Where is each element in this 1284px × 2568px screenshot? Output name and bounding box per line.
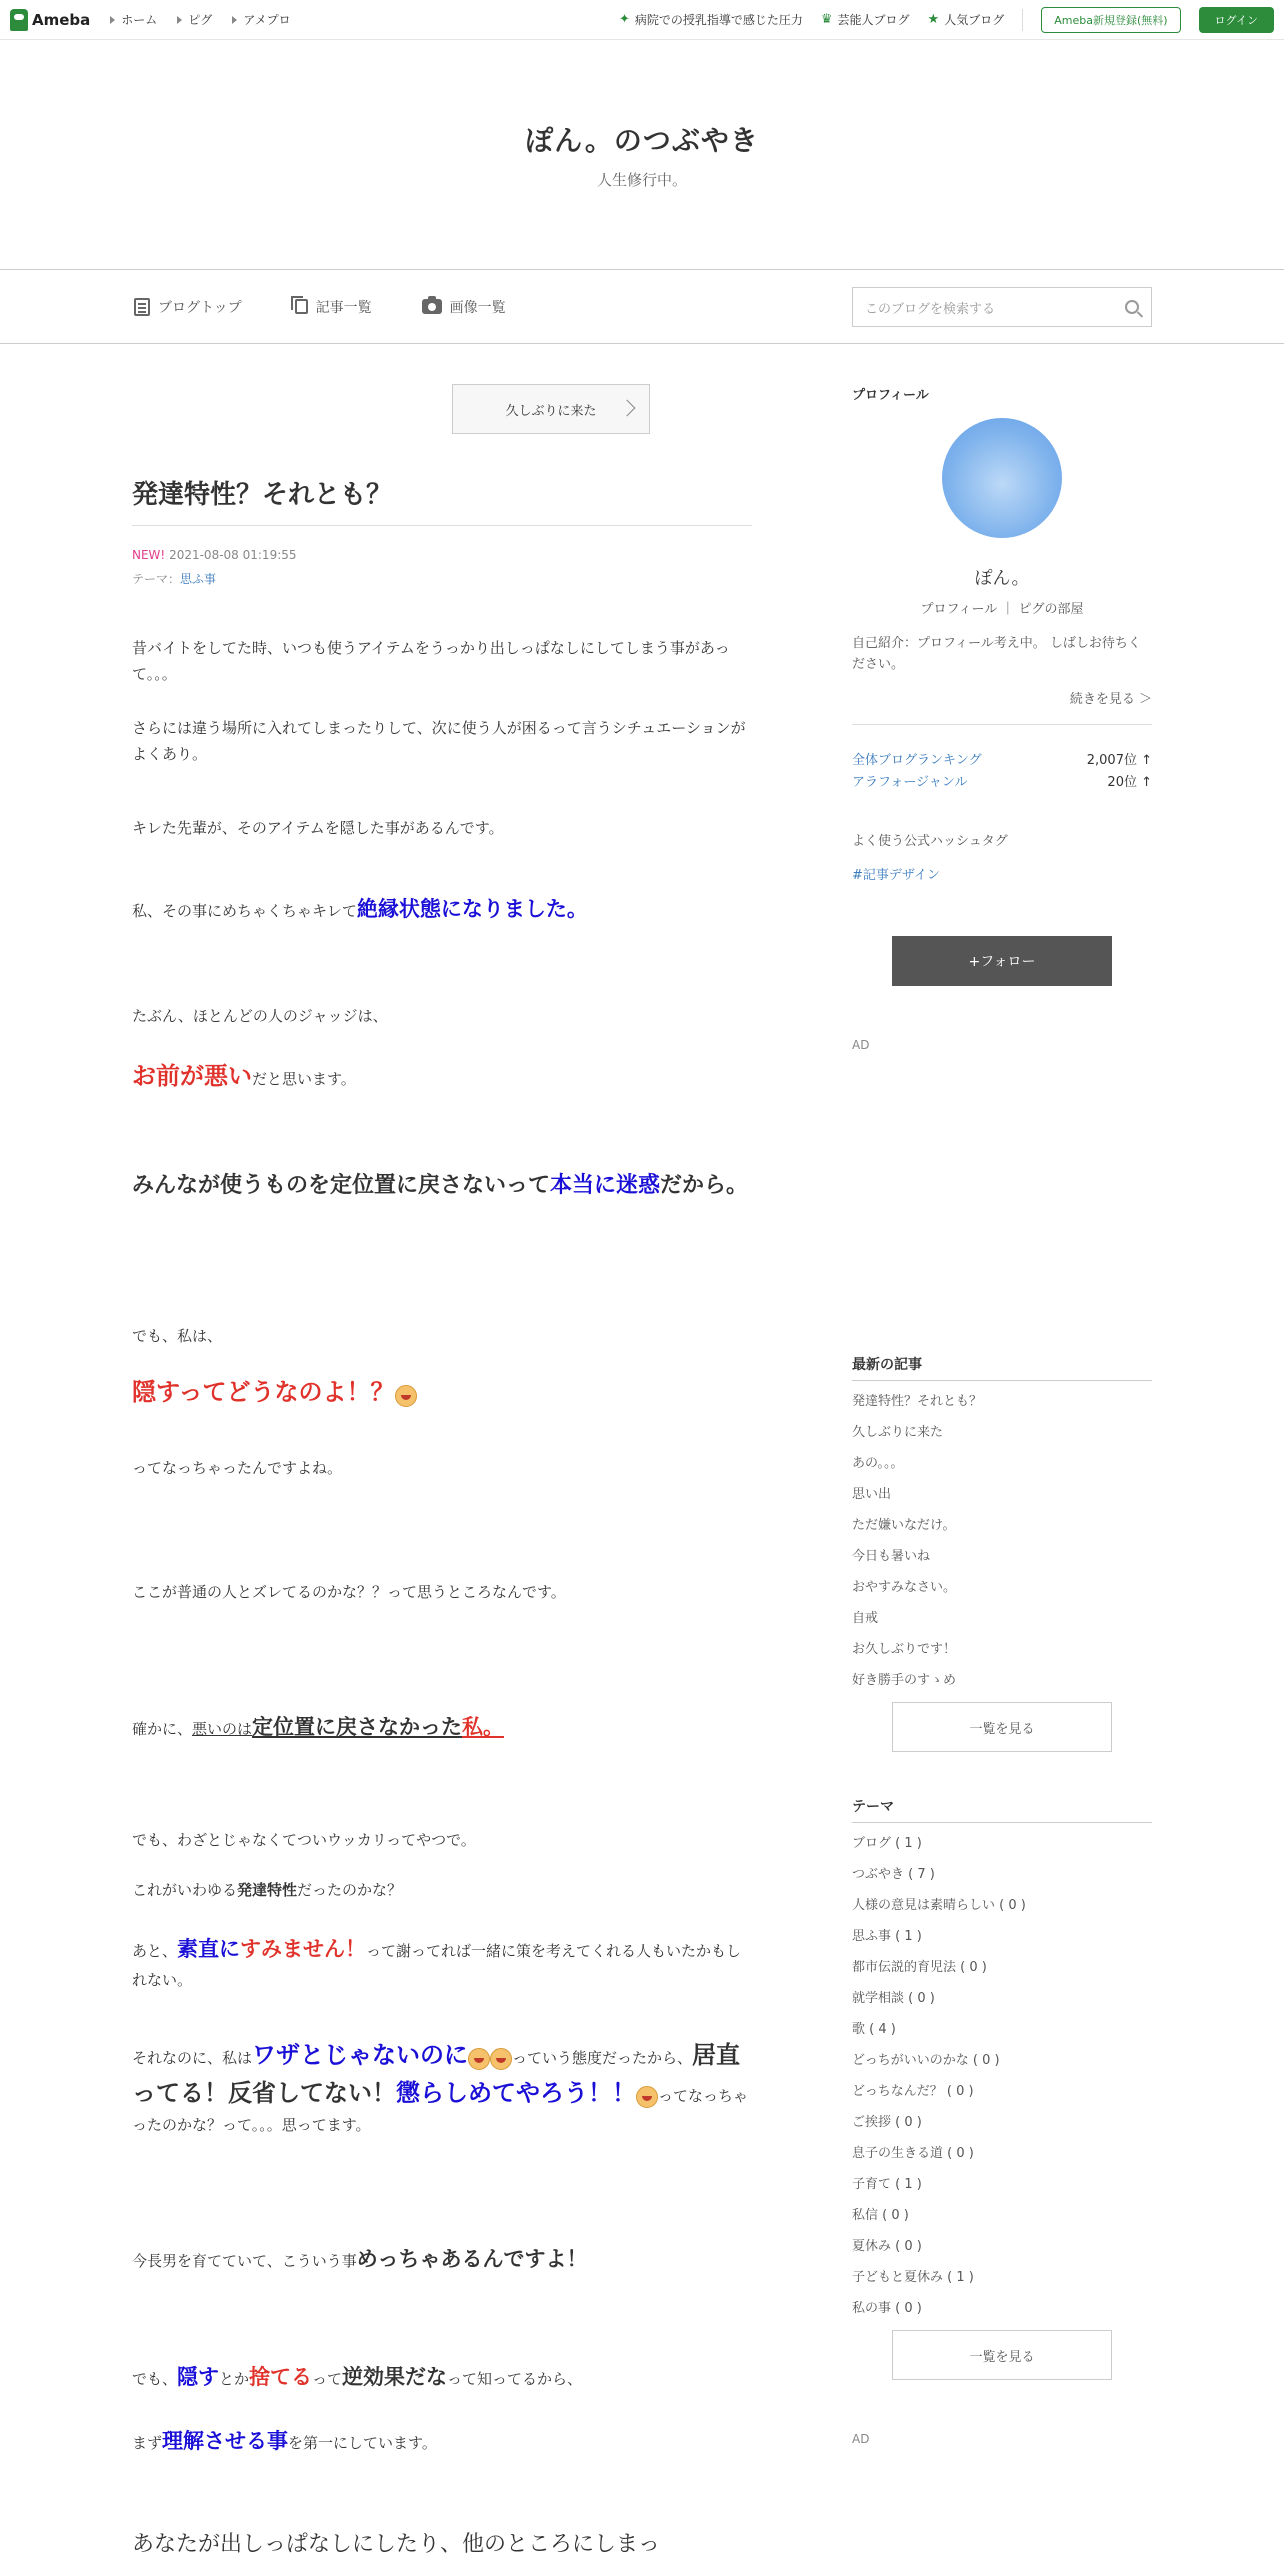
theme-item[interactable]: 私の事 ( 0 ) [852,2301,922,2316]
theme-item[interactable]: ブログ ( 1 ) [852,1836,922,1851]
text: 確かに、 [132,1720,193,1738]
text: だから。 [660,1173,749,1198]
arrow-icon [177,16,182,24]
paragraph [132,1168,752,1203]
emphasis: 私。 [462,1715,505,1739]
theme-item[interactable]: 子どもと夏休み ( 1 ) [852,2270,974,2285]
nav-amepro[interactable] [232,11,290,28]
blog-subtitle: 人生修行中。 [596,171,687,189]
search-placeholder: このブログを検索する [865,301,996,317]
paragraph [132,1056,752,1097]
text: 今長男を育てていて、こういう事 [132,2252,357,2270]
crown-icon: ♛ [820,12,833,27]
hashtag-heading: よく使う公式ハッシュタグ [852,834,1008,849]
paragraph [132,1878,752,1904]
theme-prefix: テーマ： [132,572,181,586]
paragraph [132,2360,752,2396]
profile-intro: 自己紹介：プロフィール考え中。 しばしお待ちください。 [852,636,1141,672]
profile-link[interactable]: プロフィール [920,602,998,617]
star-icon: ★ [927,12,940,27]
text: 私、その事にめちゃくちゃキレて [132,902,357,920]
nav-entry-list-label: 記事一覧 [315,299,372,316]
arrow-icon [110,16,115,24]
recent-more-wrap [852,1702,1152,1752]
text: だったのかな？ [297,1881,403,1899]
paragraph [132,892,752,928]
divider [1022,9,1023,31]
article-theme [132,570,216,587]
theme-item[interactable]: 息子の生きる道 ( 0 ) [852,2146,974,2161]
emphasis: すみません！ [240,1937,367,1961]
nav-image-list-label: 画像一覧 [449,299,506,316]
register-button[interactable]: Ameba新規登録(無料) [1041,7,1180,33]
emphasis: 素直に [177,1937,241,1961]
theme-item[interactable]: どっちがいいのかな ( 0 ) [852,2053,1000,2068]
trend-link-label: 病院での授乳指導で感じた圧力 [634,13,803,27]
paragraph: 昔バイトをしてた時、いつも使うアイテムをうっかり出しっぱなしにしてしまう事があって。。。 [132,639,730,683]
emoji-icon [490,2048,512,2070]
recent-item[interactable]: あの。。。 [852,1456,904,1471]
emphasis: 逆効果だな [342,2365,448,2389]
nav-pigg[interactable] [177,11,212,28]
paragraph: ってなっちゃったんですよね。 [132,1459,343,1477]
sparkle-icon: ✦ [618,12,630,27]
nav-image-list[interactable] [422,297,506,317]
paragraph: たぶん、ほとんどの人のジャッジは、 [132,1007,388,1025]
article-title[interactable]: 発達特性？それとも？ [132,474,752,526]
new-badge: NEW! [132,548,166,562]
celebrity-blog-label: 芸能人ブログ [837,13,910,27]
nav-blog-top-label: ブログトップ [158,299,242,316]
paragraph [132,2036,752,2137]
recent-more-button[interactable]: 一覧を見る [892,1702,1112,1752]
theme-item[interactable]: 私信 ( 0 ) [852,2208,909,2223]
paragraph: あなたが出しっぱなしにしたり、他のところにしまっ [132,2532,661,2557]
theme-item[interactable]: 人様の意見は素晴らしい ( 0 ) [852,1898,1026,1913]
paragraph: ここが普通の人とズレてるのかな？？って思うところなんです。 [132,1583,566,1601]
text: あと、 [132,1942,178,1960]
recent-item[interactable]: 久しぶりに来た [852,1425,944,1440]
profile-name[interactable]: ぽん。 [974,568,1030,589]
text: だと思います。 [252,1070,356,1088]
theme-more-button[interactable]: 一覧を見る [892,2330,1112,2380]
theme-item[interactable]: 子育て ( 1 ) [852,2177,922,2192]
ameba-logo-icon [10,9,28,31]
paragraph: でも、私は、 [132,1327,223,1345]
emoji-icon [395,1385,417,1407]
prev-entry-label: 久しぶりに来た [505,403,597,419]
pigg-room-link[interactable]: ピグの部屋 [1018,602,1084,617]
emphasis: お前が悪い [132,1062,252,1090]
rank-genre-value: 20位 ↑ [1107,775,1152,790]
text: っていう態度だったから、 [512,2049,693,2067]
rank-row [852,750,1152,772]
popular-blog-link[interactable] [928,11,1005,28]
celebrity-blog-link[interactable] [821,11,910,28]
copy-icon [295,299,308,314]
text: とか [219,2370,250,2388]
follow-wrap [852,936,1152,986]
recent-item[interactable]: ただ嫌いなだけ。 [852,1518,956,1533]
ameba-logo[interactable] [10,9,90,31]
recent-list [852,1386,1152,1696]
ranking [852,750,1152,794]
theme-item[interactable]: 歌 ( 4 ) [852,2022,896,2037]
text: まず [132,2434,163,2452]
article-date: 2021-08-08 01:19:55 [169,548,297,562]
blog-header [0,40,1284,270]
hashtag-link[interactable]: #記事デザイン [852,868,940,883]
paragraph [132,2424,752,2460]
follow-button[interactable]: +フォロー [892,936,1112,986]
paragraph: さらには違う場所に入れてしまったりして、次に使う人が困るって言うシチュエーションがよくあり。 [132,719,746,763]
text: ってなっちゃったのかな？って。。。思ってます。 [132,2087,749,2134]
rank-genre-link[interactable]: アラフォージャンル [852,775,968,790]
profile-avatar-wrap [852,418,1152,538]
theme-item[interactable]: 都市伝説的育児法 ( 0 ) [852,1960,987,1975]
rank-overall-value: 2,007位 ↑ [1086,753,1152,768]
theme-item[interactable]: つぶやき ( 7 ) [852,1867,935,1882]
global-header [0,0,1284,40]
trend-link[interactable] [619,11,803,28]
paragraph [132,2242,752,2278]
emphasis: 定位置に戻さなかった [252,1715,463,1739]
profile-links: プロフィール ｜ ピグの部屋 [920,602,1084,617]
emoji-icon [636,2086,658,2108]
profile-more-link[interactable]: 続きを見る ＞ [1069,692,1152,707]
document-icon [134,298,150,316]
ad-label: AD [852,1038,870,1052]
nav-pigg-label: ピグ [188,13,213,27]
emphasis: 本当に迷惑 [550,1173,661,1198]
theme-heading: テーマ [852,1796,1152,1823]
emphasis: 隠すってどうなのよ！？ [132,1378,395,1406]
article-meta [132,548,297,562]
theme-item[interactable]: ご挨拶 ( 0 ) [852,2115,922,2130]
theme-item[interactable]: どっちなんだ？ ( 0 ) [852,2084,974,2099]
nav-entry-list[interactable] [292,297,372,317]
recent-item[interactable]: おやすみなさい。 [852,1580,957,1595]
paragraph [132,1372,752,1413]
recent-heading: 最新の記事 [852,1354,1152,1381]
blog-search-input[interactable] [852,287,1152,327]
paragraph: でも、わざとじゃなくてついウッカリってやつで。 [132,1831,476,1849]
recent-item[interactable]: 好き勝手のすゝめ [852,1673,957,1688]
theme-item[interactable]: 思ふ事 ( 1 ) [852,1929,922,1944]
theme-link[interactable]: 思ふ事 [180,572,217,586]
text: みんなが使うものを定位置に戻さないって [132,1173,551,1198]
text: でも、 [132,2370,178,2388]
theme-item[interactable]: 就学相談 ( 0 ) [852,1991,935,2006]
arrow-icon [232,16,237,24]
prev-entry-button[interactable] [452,384,650,434]
emphasis: 絶縁状態になりました。 [356,897,588,921]
avatar[interactable] [942,418,1062,538]
emphasis: 発達特性 [237,1881,298,1899]
popular-blog-label: 人気ブログ [944,13,1005,27]
text: って謝ってれば一緒に策を考えてくれる人もいたかもしれない。 [132,1942,742,1989]
profile-heading: プロフィール [852,388,929,403]
text: これがいわゆる [132,1881,238,1899]
theme-more-wrap [852,2330,1152,2380]
paragraph [132,1710,752,1746]
recent-item[interactable]: 発達特性？それとも？ [852,1394,983,1409]
text: って [312,2370,343,2388]
recent-item[interactable]: 思い出 [852,1487,892,1502]
emphasis: 隠す [177,2365,220,2389]
theme-item[interactable]: 夏休み ( 0 ) [852,2239,922,2254]
theme-list [852,1828,1152,2324]
emphasis: 懲らしめてやろう！！ [396,2079,636,2108]
text: それなのに、私は [132,2049,253,2067]
emphasis: 居直ってる！反省してない！ [132,2041,741,2108]
paragraph: キレた先輩が、そのアイテムを隠した事があるんです。 [132,819,504,837]
ad-label: AD [852,2432,870,2446]
search-icon[interactable] [1125,300,1139,314]
nav-home[interactable] [110,11,157,28]
blog-nav [0,270,1284,344]
emphasis: 捨てる [249,2365,313,2389]
recent-item[interactable]: 今日も暑いね [852,1549,931,1564]
text: 悪いのは [192,1720,253,1738]
emphasis: 理解させる事 [162,2429,289,2453]
text: を第一にしています。 [288,2434,437,2452]
nav-blog-top[interactable] [134,297,242,317]
emoji-icon [468,2048,490,2070]
text: って知ってるから、 [447,2370,583,2388]
emphasis: めっちゃあるんですよ！ [356,2247,588,2271]
paragraph [132,1932,752,1993]
nav-home-label: ホーム [121,13,158,27]
rank-row [852,772,1152,794]
login-button[interactable]: ログイン [1199,7,1274,33]
recent-item[interactable]: 自戒 [852,1611,879,1626]
main-content [0,344,1284,2557]
rank-overall-link[interactable]: 全体ブログランキング [852,753,982,768]
emphasis: ワザとじゃないのに [252,2041,469,2069]
recent-item[interactable]: お久しぶりです！ [852,1642,957,1657]
chevron-right-icon [619,400,636,417]
nav-amepro-label: アメプロ [243,13,291,27]
camera-icon [422,299,442,314]
logo-text: Ameba [32,10,91,29]
blog-title[interactable]: ぽん。のつぶやき [525,124,759,157]
